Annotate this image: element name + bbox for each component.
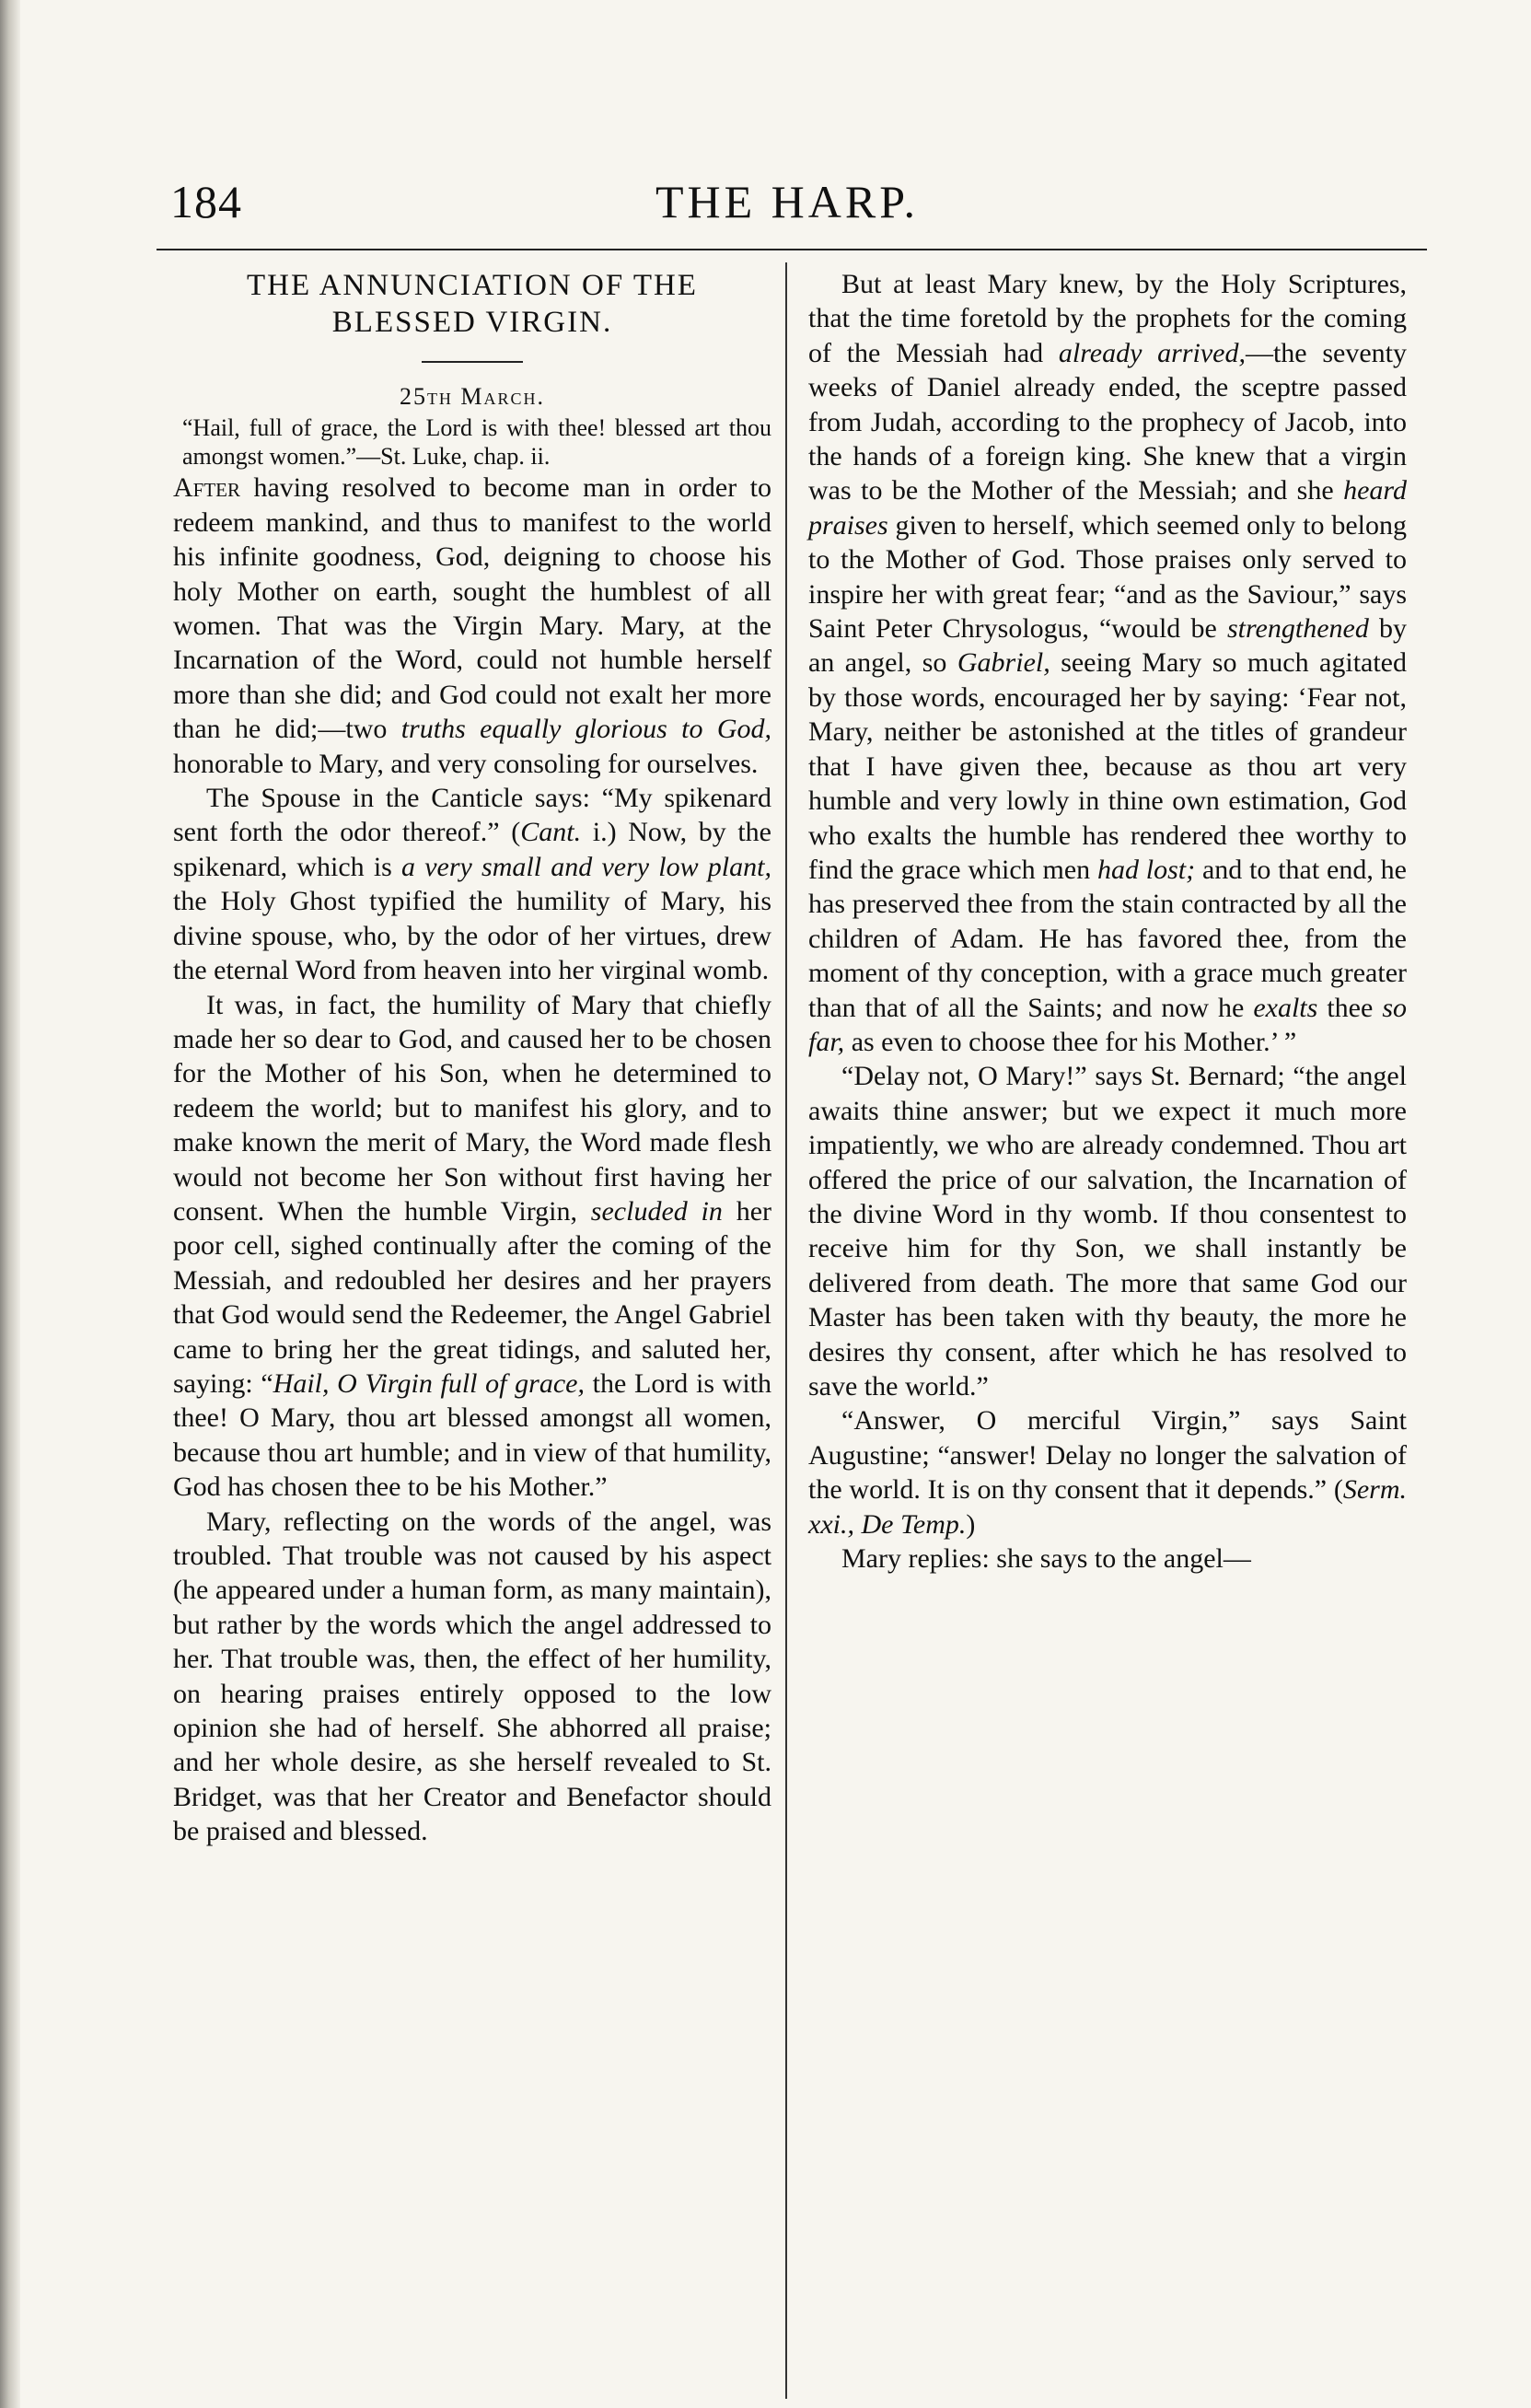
header-rule [157, 249, 1427, 250]
running-title: THE HARP. [655, 176, 920, 227]
article-date: 25th March. [399, 383, 546, 410]
page-number: 184 [170, 176, 242, 227]
paragraph-3: It was, in fact, the humility of Mary that chiefly made her so dear to God, and caused her to be chosen for the Mother of his Son, when he determined to redeem the world; but to manifest his glory, and to make known the merit of Mary, the Word made flesh would not become her Son without first having her consent. When the humble Virgin, secluded in her poor cell, sighed continually after the coming of the Messiah, and redoubled her desires and her prayers that God would send the Redeemer, the Angel Gabriel came to bring her the great tidings, and saluted her, saying: “Hail, O Virgin full of grace, the Lord is with thee! O Mary, thou art blessed amongst all women, because thou art humble; and in view of that humility, God has chosen thee to be his Mother.” [173, 989, 771, 1503]
title-rule [422, 361, 523, 363]
article-title: THE ANNUNCIATION OF THE BLESSED VIRGIN. [247, 269, 698, 339]
paragraph-6: “Delay not, O Mary!” says St. Bernard; “the angel awaits thine answer; but we expect it much more impatiently, we who are already condemned. Thou art offered the price of our salvation, the Incarnation of the divine Word in thy womb. If thou consentest to receive him for thy Son, we shall instantly be delivered from death. The more that same God our Master has been taken with thy beauty, the more he desires thy consent, after which he has resolved to save the world.” [808, 1061, 1407, 1402]
paragraph-5: But at least Mary knew, by the Holy Scriptures, that the time foretold by the prophets for the coming of the Messiah had already arrived,—the seventy weeks of Daniel already ended, the sceptre passed from Judah, according to the prophecy of Jacob, into the hands of a foreign king. She knew that a virgin was to be the Mother of the Messiah; and she heard praises given to herself, which seemed only to belong to the Mother of God. Those praises only served to inspire her with great fear; “and as the Saviour,” says Saint Peter Chrysologus, “would be strengthened by an angel, so Gabriel, seeing Mary so much agitated by those words, encouraged her by saying: ‘Fear not, Mary, neither be astonished at the titles of grandeur that I have given thee, because as thou art very humble and very lowly in thine own estimation, God who exalts the humble has rendered thee worthy to find the grace which men had lost; and to that end, he has preserved thee from the stain contracted by all the children of Adam. He has favored thee, from the moment of thy conception, with a grace much greater than that of all the Saints; and now he exalts thee so far, as even to choose thee for his Mother.’ ” [808, 269, 1407, 1057]
paragraph-7: “Answer, O merciful Virgin,” says Saint Augustine; “answer! Delay no longer the salvation of the world. It is on thy consent that it depends.” (Serm. xxi., De Temp.) [808, 1405, 1407, 1540]
right-column [808, 267, 1407, 1576]
drop-lead: After [173, 472, 241, 504]
paragraph-8: Mary replies: she says to the angel— [841, 1543, 1251, 1575]
paragraph-1: After having resolved to become man in order to redeem mankind, and thus to manifest to the world his infinite goodness, God, deigning to choose his holy Mother on earth, sought the humblest of all women. That was the Virgin Mary. Mary, at the Incarnation of the Word, could not humble herself more than she did; and God could not exalt her more than he did;—two truths equally glorious to God, honorable to Mary, and very consoling for ourselves. [173, 472, 771, 779]
page-binding-edge [0, 0, 20, 2408]
page-header [170, 175, 1404, 249]
left-column [173, 267, 771, 1849]
paragraph-4: Mary, reflecting on the words of the angel, was troubled. That trouble was not caused by his aspect (he appeared under a human form, as many maintain), but rather by the words which the angel addressed to her. That trouble was, then, the effect of her humility, on hearing praises entirely opposed to the low opinion she had of herself. She abhorred all praise; and her whole desire, as she herself revealed to St. Bridget, was that her Creator and Benefactor should be praised and blessed. [173, 1506, 771, 1847]
paragraph-2: The Spouse in the Canticle says: “My spikenard sent forth the odor thereof.” (Cant. i.) Now, by the spikenard, which is a very small and very low plant, the Holy Ghost typified the humility of Mary, his divine spouse, who, by the odor of her virtues, drew the eternal Word from heaven into her virginal womb. [173, 783, 771, 986]
epigraph: “Hail, full of grace, the Lord is with thee! blessed art thou amongst women.”—St. Luke, chap. ii. [182, 414, 771, 471]
column-divider [785, 262, 787, 2399]
